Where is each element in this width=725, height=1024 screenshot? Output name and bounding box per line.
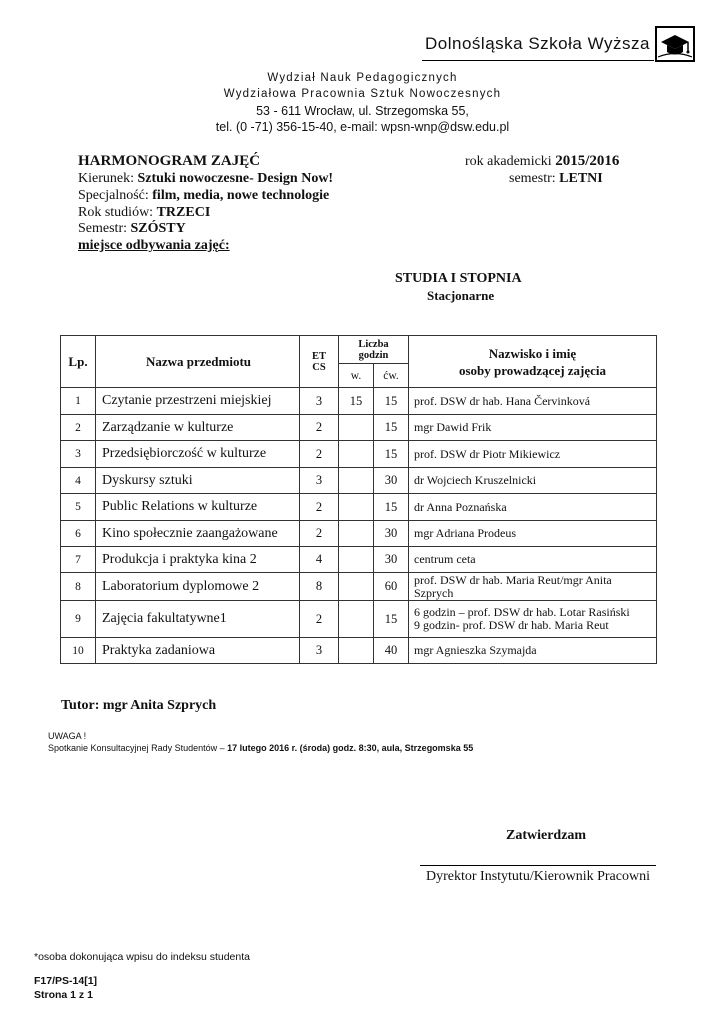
header-teacher-line1: Nazwisko i imię (488, 345, 577, 361)
cell-lecture-hours (339, 468, 374, 494)
cell-teacher: dr Wojciech Kruszelnicki (409, 468, 657, 494)
cell-lp: 1 (61, 388, 96, 415)
header-hours-line1: Liczba (358, 338, 389, 350)
schedule-table (60, 335, 657, 664)
cell-lecture-hours (339, 547, 374, 573)
cell-lp: 5 (61, 494, 96, 521)
year-of-study (78, 205, 210, 221)
cell-lp: 3 (61, 441, 96, 468)
semester (78, 221, 186, 237)
cell-subject: Produkcja i praktyka kina 2 (96, 547, 300, 573)
specialization-label: Specjalność: (78, 188, 149, 203)
cell-subject: Czytanie przestrzeni miejskiej (96, 388, 300, 415)
cell-exercise-hours: 40 (374, 638, 409, 664)
cell-ects: 2 (300, 521, 339, 547)
header-ects-line1: ET (311, 350, 326, 362)
cell-teacher: prof. DSW dr Piotr Mikiewicz (409, 441, 657, 468)
cell-ects: 3 (300, 468, 339, 494)
cell-teacher: prof. DSW dr hab. Hana Červinková (409, 388, 657, 415)
notice-text (48, 743, 473, 753)
header-hours-line2: godzin (358, 349, 389, 361)
cell-lp: 9 (61, 601, 96, 638)
cell-lecture-hours (339, 638, 374, 664)
graduation-cap-logo-icon (655, 26, 695, 62)
study-level: STUDIA I STOPNIA (395, 271, 522, 286)
cell-lecture-hours (339, 415, 374, 441)
term-label: semestr: (509, 171, 556, 186)
cell-lp: 4 (61, 468, 96, 494)
table-row (61, 521, 657, 547)
table-row (61, 547, 657, 573)
header-hours (339, 336, 409, 364)
field-of-study-label: Kierunek: (78, 171, 134, 186)
form-code: F17/PS-14[1] (34, 975, 98, 987)
table-row (61, 441, 657, 468)
cell-ects: 4 (300, 547, 339, 573)
cell-ects: 8 (300, 573, 339, 601)
address: 53 - 611 Wrocław, ul. Strzegomska 55, (256, 104, 469, 118)
contact-info: tel. (0 -71) 356-15-40, e-mail: wpsn-wnp@dsw.edu.pl (215, 120, 510, 134)
header-lp: Lp. (61, 336, 96, 388)
cell-exercise-hours: 30 (374, 468, 409, 494)
cell-exercise-hours: 60 (374, 573, 409, 601)
cell-lecture-hours (339, 441, 374, 468)
cell-exercise-hours: 30 (374, 547, 409, 573)
cell-subject: Dyskursy sztuki (96, 468, 300, 494)
table-row (61, 494, 657, 521)
specialization (78, 188, 329, 204)
field-of-study (78, 171, 333, 187)
header-ects (300, 336, 339, 388)
cell-subject: Public Relations w kulturze (96, 494, 300, 521)
cell-subject: Zarządzanie w kulturze (96, 415, 300, 441)
cell-teacher: mgr Agnieszka Szymajda (409, 638, 657, 664)
cell-lecture-hours (339, 573, 374, 601)
semester-value: SZÓSTY (130, 221, 186, 236)
cell-subject: Praktyka zadaniowa (96, 638, 300, 664)
year-of-study-label: Rok studiów: (78, 205, 154, 220)
cell-ects: 2 (300, 601, 339, 638)
cell-teacher: dr Anna Poznańska (409, 494, 657, 521)
header-divider (422, 60, 654, 61)
cell-exercise-hours: 15 (374, 601, 409, 638)
year-of-study-value: TRZECI (156, 205, 211, 220)
notice-text-prefix: Spotkanie Konsultacyjnej Rady Studentów – (48, 743, 228, 753)
cell-lecture-hours (339, 494, 374, 521)
cell-exercise-hours: 15 (374, 441, 409, 468)
table-row (61, 415, 657, 441)
notice-label: UWAGA ! (48, 731, 87, 741)
academic-year-value: 2015/2016 (555, 153, 620, 169)
cell-lecture-hours (339, 521, 374, 547)
academic-year-label: rok akademicki (465, 154, 552, 169)
document-title: HARMONOGRAM ZAJĘĆ (78, 153, 261, 169)
cell-lp: 7 (61, 547, 96, 573)
table-row (61, 573, 657, 601)
cell-ects: 3 (300, 388, 339, 415)
study-mode: Stacjonarne (427, 288, 495, 303)
cell-lp: 10 (61, 638, 96, 664)
table-row (61, 638, 657, 664)
cell-teacher: centrum ceta (409, 547, 657, 573)
school-name: Dolnośląska Szkoła Wyższa (425, 34, 650, 53)
cell-teacher: prof. DSW dr hab. Maria Reut/mgr Anita Szprych (409, 573, 657, 601)
cell-subject: Kino społecznie zaangażowane (96, 521, 300, 547)
approval-label: Zatwierdzam (506, 828, 587, 843)
cell-teacher: mgr Adriana Prodeus (409, 521, 657, 547)
header-teacher-line2: osoby prowadzącej zajęcia (458, 362, 607, 378)
cell-ects: 2 (300, 441, 339, 468)
cell-teacher: 6 godzin – prof. DSW dr hab. Lotar Rasiński 9 godzin- prof. DSW dr hab. Maria Reut (409, 601, 657, 638)
header-teacher (409, 336, 657, 388)
schedule-body (61, 388, 657, 664)
cell-lp: 6 (61, 521, 96, 547)
notice-text-date: 17 lutego 2016 r. (środa) godz. 8:30, aula, Strzegomska 55 (227, 743, 474, 753)
cell-lecture-hours: 15 (339, 388, 374, 415)
academic-year (465, 153, 619, 170)
page-number: Strona 1 z 1 (34, 989, 93, 1001)
cell-lp: 2 (61, 415, 96, 441)
cell-exercise-hours: 15 (374, 388, 409, 415)
term-value: LETNI (559, 171, 603, 186)
table-row (61, 468, 657, 494)
table-row (61, 388, 657, 415)
footnote: *osoba dokonująca wpisu do indeksu studenta (34, 951, 250, 963)
header-exercises: ćw. (374, 364, 409, 388)
tutor: Tutor: mgr Anita Szprych (61, 698, 217, 713)
cell-teacher: mgr Dawid Frik (409, 415, 657, 441)
cell-subject: Laboratorium dyplomowe 2 (96, 573, 300, 601)
cell-subject: Zajęcia fakultatywne1 (96, 601, 300, 638)
term (509, 171, 603, 187)
specialization-value: film, media, nowe technologie (152, 188, 330, 203)
cell-lp: 8 (61, 573, 96, 601)
header-lecture: w. (339, 364, 374, 388)
class-location-label: miejsce odbywania zajęć: (78, 238, 230, 253)
cell-ects: 2 (300, 494, 339, 521)
header-subject: Nazwa przedmiotu (96, 336, 300, 388)
signature-line (420, 865, 656, 866)
cell-lecture-hours (339, 601, 374, 638)
faculty-name: Wydział Nauk Pedagogicznych (267, 72, 458, 84)
table-row (61, 601, 657, 638)
signer-title: Dyrektor Instytutu/Kierownik Pracowni (426, 869, 650, 884)
cell-ects: 3 (300, 638, 339, 664)
header-ects-line2: CS (312, 361, 326, 373)
cell-ects: 2 (300, 415, 339, 441)
department-name: Wydziałowa Pracownia Sztuk Nowoczesnych (223, 88, 502, 100)
cell-exercise-hours: 15 (374, 415, 409, 441)
cell-exercise-hours: 15 (374, 494, 409, 521)
cell-subject: Przedsiębiorczość w kulturze (96, 441, 300, 468)
field-of-study-value: Sztuki nowoczesne- Design Now! (137, 171, 334, 186)
cell-exercise-hours: 30 (374, 521, 409, 547)
semester-label: Semestr: (78, 221, 127, 236)
